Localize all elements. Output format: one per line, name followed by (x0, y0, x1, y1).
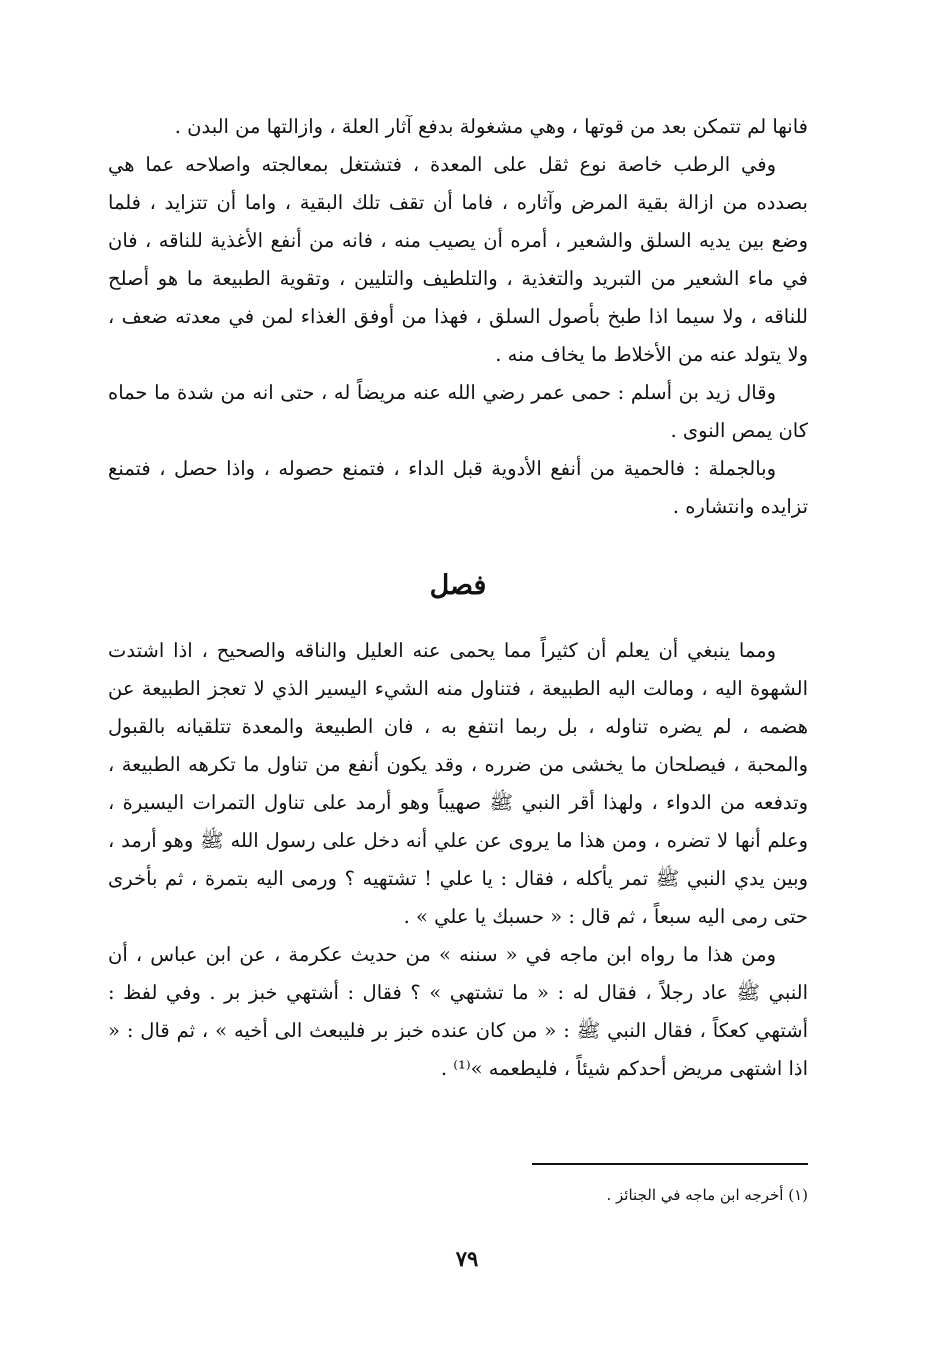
footnote-separator (532, 1163, 808, 1165)
paragraph-3: وقال زيد بن أسلم : حمى عمر رضي الله عنه مريضاً له ، حتى انه من شدة ما حماه كان يمص النوى . (108, 381, 808, 442)
paragraph-2: وفي الرطب خاصة نوع ثقل على المعدة ، فتشتغل بمعالجته واصلاحه عما هي بصدده من ازالة بقية المرض وآثاره ، فاما أن تقف تلك البقية ، واما أن تتزايد ، فلما وضع بين يديه السلق والشعير ، أمره أن يصيب منه ، فانه من أنفع الأغذية للناقه ، فان في ماء الشعير من التبريد والتغذية ، والتلطيف والتليين ، وتقوية الطبيعة ما هو أصلح للناقه ، ولا سيما اذا طبخ بأصول السلق ، فهذا من أوفق الغذاء لمن في معدته ضعف ، ولا يتولد عنه من الأخلاط ما يخاف منه . (108, 153, 808, 366)
paragraph-5: ومما ينبغي أن يعلم أن كثيراً مما يحمى عنه العليل والناقه والصحيح ، اذا اشتدت الشهوة اليه ، ومالت اليه الطبيعة ، فتناول منه الشيء اليسير الذي لا تعجز الطبيعة عن هضمه ، لم يضره تناوله ، بل ربما انتفع به ، فان الطبيعة والمعدة تتلقيانه بالقبول والمحبة ، فيصلحان ما يخشى من ضرره ، وقد يكون أنفع من تناول ما تكرهه الطبيعة ، وتدفعه من الدواء ، ولهذا أقر النبي ﷺ صهيباً وهو أرمد على تناول التمرات اليسيرة ، وعلم أنها لا تضره ، ومن هذا ما يروى عن علي أنه دخل على رسول الله ﷺ وهو أرمد ، وبين يدي النبي ﷺ تمر يأكله ، فقال : يا علي ! تشتهيه ؟ ورمى اليه بتمرة ، ثم بأخرى حتى رمى اليه سبعاً ، ثم قال : « حسبك يا علي » . (108, 639, 808, 928)
paragraph-1: فانها لم تتمكن بعد من قوتها ، وهي مشغولة بدفع آثار العلة ، وازالتها من البدن . (174, 115, 808, 138)
bottom-text-block (108, 632, 808, 1088)
top-text-block (108, 108, 808, 526)
paragraph-6: ومن هذا ما رواه ابن ماجه في « سننه » من حديث عكرمة ، عن ابن عباس ، أن النبي ﷺ عاد رجلاً ، فقال له : « ما تشتهي » ؟ فقال : أشتهي خبز بر . وفي لفظ : أشتهي كعكاً ، فقال النبي ﷺ : « من كان عنده خبز بر فليبعث الى أخيه » ، ثم قال : « اذا اشتهى مريض أحدكم شيئاً ، فليطعمه »⁽¹⁾ . (108, 943, 808, 1080)
paragraph-4: وبالجملة : فالحمية من أنفع الأدوية قبل الداء ، فتمنع حصوله ، واذا حصل ، فتمنع تزايده وانتشاره . (108, 457, 808, 518)
footnote: (١) أخرجه ابن ماجه في الجنائز . (606, 1186, 808, 1204)
page-number: ٧٩ (455, 1246, 479, 1271)
section-heading: فصل (429, 570, 487, 601)
